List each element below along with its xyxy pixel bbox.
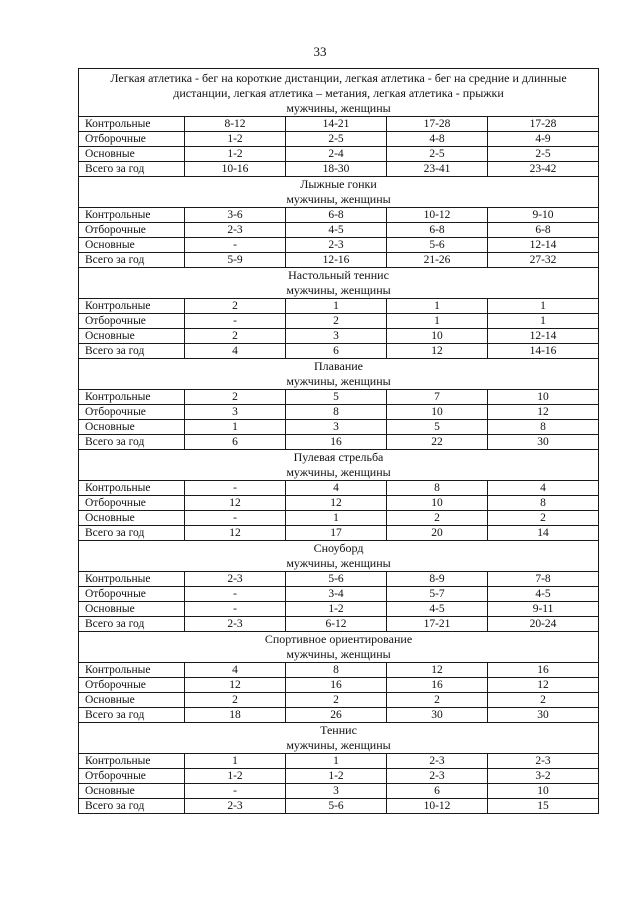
table-row [79, 314, 599, 329]
value-cell: - [185, 587, 286, 602]
table-row [79, 344, 599, 359]
table-row [79, 299, 599, 314]
value-cell: 10-12 [387, 799, 488, 814]
page-number: 33 [313, 44, 327, 59]
value-cell: 4 [488, 481, 599, 496]
value-cell: 9-11 [488, 602, 599, 617]
value-cell: 12-14 [488, 238, 599, 253]
row-label: Контрольные [79, 299, 185, 314]
value-cell: 1 [185, 754, 286, 769]
value-cell: 16 [286, 678, 387, 693]
table-row [79, 663, 599, 678]
value-cell: 12-14 [488, 329, 599, 344]
value-cell: 15 [488, 799, 599, 814]
row-label: Всего за год [79, 526, 185, 541]
value-cell: 2-3 [185, 572, 286, 587]
competitions-table [78, 68, 599, 814]
table-row [79, 572, 599, 587]
value-cell: 1 [286, 511, 387, 526]
value-cell: 3-2 [488, 769, 599, 784]
value-cell: 4-5 [387, 602, 488, 617]
row-label: Основные [79, 784, 185, 799]
value-cell: - [185, 511, 286, 526]
section-title: Теннис [79, 723, 599, 739]
row-label: Всего за год [79, 344, 185, 359]
row-label: Всего за год [79, 253, 185, 268]
section-title: Спортивное ориентирование [79, 632, 599, 648]
table-row [79, 147, 599, 162]
value-cell: 26 [286, 708, 387, 723]
value-cell: 1 [387, 314, 488, 329]
value-cell: 12 [488, 405, 599, 420]
value-cell: 2-5 [488, 147, 599, 162]
value-cell: 22 [387, 435, 488, 450]
table-row [79, 420, 599, 435]
table-row [79, 481, 599, 496]
table-row [79, 132, 599, 147]
table-row [79, 693, 599, 708]
section-subtitle: мужчины, женщины [79, 374, 599, 390]
value-cell: 4-5 [286, 223, 387, 238]
section-subtitle: мужчины, женщины [79, 465, 599, 481]
value-cell: 17-21 [387, 617, 488, 632]
value-cell: 8 [488, 496, 599, 511]
value-cell: 2-3 [286, 238, 387, 253]
value-cell: 12 [286, 496, 387, 511]
table-row [79, 587, 599, 602]
row-label: Основные [79, 602, 185, 617]
section-title: Легкая атлетика - бег на короткие дистанции, легкая атлетика - бег на средние и длинные дистанции, легкая атлетика – метания, легкая атлетика - прыжки [79, 69, 599, 102]
value-cell: 4-9 [488, 132, 599, 147]
value-cell: 1 [286, 299, 387, 314]
row-label: Отборочные [79, 223, 185, 238]
value-cell: 6 [185, 435, 286, 450]
value-cell: 14-21 [286, 117, 387, 132]
value-cell: 2 [185, 299, 286, 314]
value-cell: 3 [185, 405, 286, 420]
value-cell: 23-41 [387, 162, 488, 177]
value-cell: 17-28 [488, 117, 599, 132]
value-cell: - [185, 314, 286, 329]
table-row [79, 223, 599, 238]
value-cell: 2-3 [387, 754, 488, 769]
value-cell: 6-8 [488, 223, 599, 238]
value-cell: 6-8 [387, 223, 488, 238]
table-row [79, 526, 599, 541]
row-label: Отборочные [79, 769, 185, 784]
table-row [79, 496, 599, 511]
row-label: Отборочные [79, 314, 185, 329]
value-cell: 5-6 [286, 572, 387, 587]
value-cell: 23-42 [488, 162, 599, 177]
value-cell: 8 [387, 481, 488, 496]
row-label: Контрольные [79, 572, 185, 587]
value-cell: 6 [286, 344, 387, 359]
value-cell: 1 [488, 299, 599, 314]
table-row [79, 784, 599, 799]
value-cell: 8-9 [387, 572, 488, 587]
value-cell: 5 [387, 420, 488, 435]
table-row [79, 390, 599, 405]
value-cell: 12 [488, 678, 599, 693]
row-label: Основные [79, 693, 185, 708]
value-cell: 8 [286, 405, 387, 420]
table-row [79, 708, 599, 723]
value-cell: 3 [286, 420, 387, 435]
value-cell: 27-32 [488, 253, 599, 268]
section-title: Настольный теннис [79, 268, 599, 284]
value-cell: 8-12 [185, 117, 286, 132]
value-cell: 30 [488, 708, 599, 723]
section-title: Лыжные гонки [79, 177, 599, 193]
table-row [79, 253, 599, 268]
table-row [79, 238, 599, 253]
value-cell: 4 [185, 663, 286, 678]
value-cell: 2 [488, 511, 599, 526]
value-cell: 2 [286, 314, 387, 329]
value-cell: - [185, 238, 286, 253]
table-row [79, 799, 599, 814]
section-subtitle: мужчины, женщины [79, 647, 599, 663]
value-cell: 14 [488, 526, 599, 541]
value-cell: 4 [286, 481, 387, 496]
section-title: Плавание [79, 359, 599, 375]
value-cell: 2 [387, 693, 488, 708]
value-cell: 2-3 [185, 617, 286, 632]
value-cell: 10 [387, 496, 488, 511]
value-cell: - [185, 481, 286, 496]
value-cell: 6-8 [286, 208, 387, 223]
value-cell: - [185, 602, 286, 617]
value-cell: 2-3 [488, 754, 599, 769]
value-cell: 5-6 [286, 799, 387, 814]
value-cell: 20 [387, 526, 488, 541]
value-cell: 1 [286, 754, 387, 769]
row-label: Основные [79, 329, 185, 344]
row-label: Контрольные [79, 663, 185, 678]
value-cell: 5-7 [387, 587, 488, 602]
value-cell: 7-8 [488, 572, 599, 587]
table-row [79, 754, 599, 769]
value-cell: 5 [286, 390, 387, 405]
table-row [79, 602, 599, 617]
row-label: Отборочные [79, 587, 185, 602]
value-cell: - [185, 784, 286, 799]
value-cell: 2-5 [286, 132, 387, 147]
table-row [79, 511, 599, 526]
value-cell: 10-16 [185, 162, 286, 177]
value-cell: 7 [387, 390, 488, 405]
section-subtitle: мужчины, женщины [79, 738, 599, 754]
row-label: Контрольные [79, 481, 185, 496]
value-cell: 6-12 [286, 617, 387, 632]
value-cell: 2 [286, 693, 387, 708]
value-cell: 8 [488, 420, 599, 435]
value-cell: 12-16 [286, 253, 387, 268]
row-label: Всего за год [79, 617, 185, 632]
value-cell: 20-24 [488, 617, 599, 632]
row-label: Отборочные [79, 132, 185, 147]
table-row [79, 162, 599, 177]
value-cell: 3 [286, 329, 387, 344]
row-label: Основные [79, 511, 185, 526]
row-label: Контрольные [79, 117, 185, 132]
row-label: Отборочные [79, 405, 185, 420]
section-title: Пулевая стрельба [79, 450, 599, 466]
row-label: Всего за год [79, 162, 185, 177]
section-title: Сноуборд [79, 541, 599, 557]
section-subtitle: мужчины, женщины [79, 101, 599, 117]
value-cell: 10-12 [387, 208, 488, 223]
value-cell: 2-4 [286, 147, 387, 162]
row-label: Отборочные [79, 678, 185, 693]
value-cell: 10 [387, 329, 488, 344]
value-cell: 12 [185, 678, 286, 693]
value-cell: 10 [488, 390, 599, 405]
table-row [79, 435, 599, 450]
value-cell: 1 [488, 314, 599, 329]
value-cell: 4-5 [488, 587, 599, 602]
table-row [79, 769, 599, 784]
value-cell: 12 [185, 496, 286, 511]
row-label: Основные [79, 420, 185, 435]
value-cell: 12 [185, 526, 286, 541]
section-subtitle: мужчины, женщины [79, 192, 599, 208]
table-row [79, 329, 599, 344]
table-row [79, 405, 599, 420]
value-cell: 3-4 [286, 587, 387, 602]
table-row [79, 208, 599, 223]
value-cell: 18-30 [286, 162, 387, 177]
value-cell: 2 [387, 511, 488, 526]
row-label: Контрольные [79, 208, 185, 223]
value-cell: 12 [387, 663, 488, 678]
value-cell: 12 [387, 344, 488, 359]
value-cell: 21-26 [387, 253, 488, 268]
value-cell: 2-5 [387, 147, 488, 162]
row-label: Всего за год [79, 435, 185, 450]
value-cell: 2-3 [185, 223, 286, 238]
value-cell: 17 [286, 526, 387, 541]
value-cell: 9-10 [488, 208, 599, 223]
value-cell: 16 [387, 678, 488, 693]
row-label: Всего за год [79, 708, 185, 723]
value-cell: 16 [488, 663, 599, 678]
value-cell: 1 [185, 420, 286, 435]
value-cell: 2-3 [387, 769, 488, 784]
section-subtitle: мужчины, женщины [79, 283, 599, 299]
value-cell: 4 [185, 344, 286, 359]
value-cell: 4-8 [387, 132, 488, 147]
value-cell: 2 [185, 693, 286, 708]
value-cell: 30 [488, 435, 599, 450]
row-label: Контрольные [79, 754, 185, 769]
value-cell: 10 [488, 784, 599, 799]
value-cell: 1-2 [185, 769, 286, 784]
value-cell: 8 [286, 663, 387, 678]
row-label: Контрольные [79, 390, 185, 405]
table-row [79, 617, 599, 632]
table-row [79, 678, 599, 693]
row-label: Основные [79, 147, 185, 162]
value-cell: 30 [387, 708, 488, 723]
row-label: Отборочные [79, 496, 185, 511]
value-cell: 6 [387, 784, 488, 799]
table-row [79, 117, 599, 132]
value-cell: 1-2 [185, 132, 286, 147]
value-cell: 17-28 [387, 117, 488, 132]
value-cell: 2-3 [185, 799, 286, 814]
value-cell: 14-16 [488, 344, 599, 359]
value-cell: 5-6 [387, 238, 488, 253]
value-cell: 5-9 [185, 253, 286, 268]
value-cell: 18 [185, 708, 286, 723]
value-cell: 2 [488, 693, 599, 708]
value-cell: 3 [286, 784, 387, 799]
row-label: Основные [79, 238, 185, 253]
value-cell: 1-2 [185, 147, 286, 162]
value-cell: 16 [286, 435, 387, 450]
value-cell: 3-6 [185, 208, 286, 223]
value-cell: 10 [387, 405, 488, 420]
section-subtitle: мужчины, женщины [79, 556, 599, 572]
row-label: Всего за год [79, 799, 185, 814]
value-cell: 2 [185, 390, 286, 405]
value-cell: 1-2 [286, 602, 387, 617]
value-cell: 2 [185, 329, 286, 344]
value-cell: 1-2 [286, 769, 387, 784]
value-cell: 1 [387, 299, 488, 314]
